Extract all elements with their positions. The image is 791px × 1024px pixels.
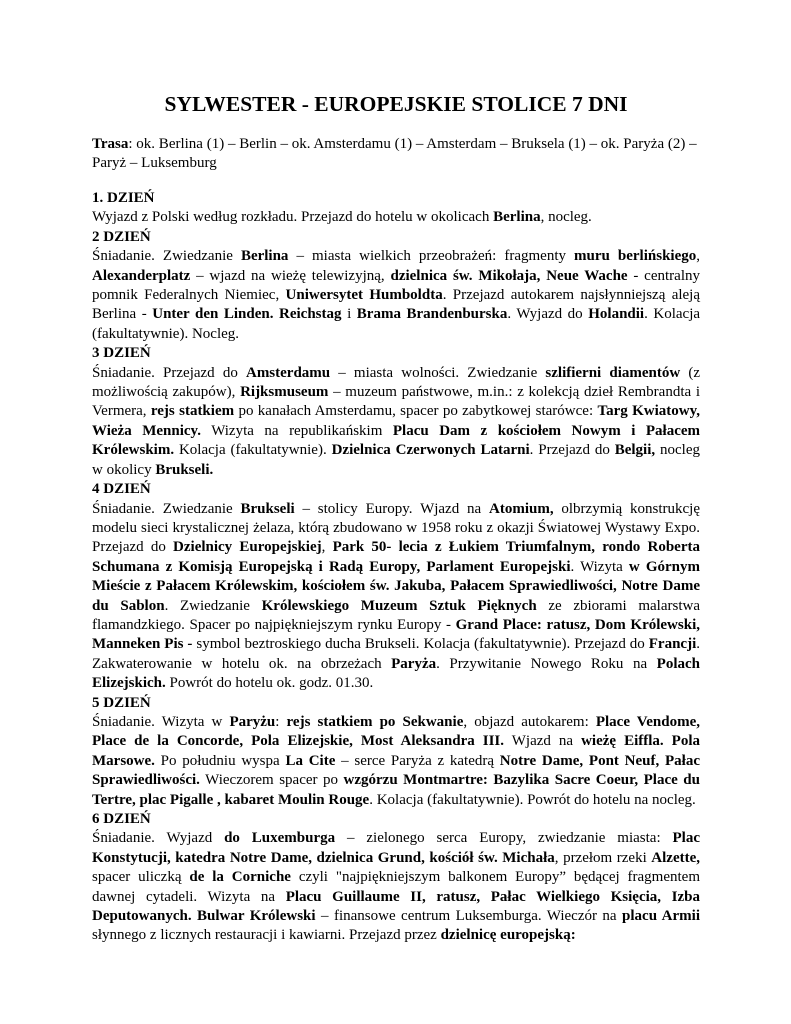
bold-text-run: Atomium,: [489, 500, 554, 517]
text-run: , nocleg.: [540, 209, 592, 226]
text-run: Wjazd na: [504, 733, 582, 750]
text-run: – miasta wielkich przeobrażeń: fragmenty: [288, 248, 575, 265]
bold-text-run: Placu Guillaume II, ratusz, Pałac Wielkiego Księcia, Izba Deputowanych. Bulwar Królewski: [92, 888, 700, 925]
day-description: [92, 208, 700, 227]
day-heading: 4 DZIEŃ: [92, 481, 151, 498]
bold-text-run: Dzielnicy Europejskiej: [173, 539, 322, 556]
route-paragraph: [92, 135, 700, 173]
day-heading: 1. DZIEŃ: [92, 190, 155, 206]
day-description: [92, 247, 700, 344]
text-run: Wizyta na republikańskim: [200, 422, 393, 439]
text-run: i: [341, 306, 357, 323]
text-run: Śniadanie. Przejazd do: [92, 364, 246, 381]
bold-text-run: La Cite: [285, 752, 336, 769]
text-run: – serce Paryża z katedrą: [335, 752, 500, 769]
text-run: Śniadanie. Zwiedzanie: [92, 248, 241, 265]
itinerary-days: [92, 189, 700, 946]
bold-text-run: Alzette,: [651, 849, 701, 866]
bold-text-run: Uniwersytet Humboldta: [285, 287, 443, 304]
bold-text-run: wieżę Eiffla. Pola Marsowe.: [92, 733, 700, 769]
text-run: . Wyjazd do: [507, 306, 589, 323]
text-run: – stolicy Europy. Wjazd na: [294, 500, 489, 517]
text-run: . Zakwaterowanie w hotelu ok. na obrzeżach: [92, 636, 700, 672]
text-run: Śniadanie. Wizyta w: [92, 713, 230, 730]
bold-text-run: placu Armii: [622, 908, 700, 925]
text-run: , przełom rzeki: [554, 849, 652, 866]
bold-text-run: w Górnym Mieście z Pałacem Królewskim, kościołem św. Jakuba, Pałacem Sprawiedliwości, Notre Dame du Sablon: [92, 558, 701, 614]
bold-text-run: muru berlińskiego: [574, 248, 697, 265]
bold-text-run: dzielnica św. Mikołaja, Neue Wache: [390, 267, 628, 284]
bold-text-run: Plac Konstytucji, katedra Notre Dame, dzielnica Grund, kościół św. Michała: [92, 830, 700, 866]
text-run: :: [275, 713, 287, 730]
route-text: : ok. Berlina (1) – Berlin – ok. Amsterdamu (1) – Amsterdam – Bruksela (1) – ok. Paryża (2) – Paryż – Luksemburg: [92, 136, 697, 171]
day-description: [92, 829, 700, 945]
day-description: [92, 364, 700, 480]
bold-text-run: Holandii: [588, 306, 645, 323]
text-run: – miasta wolności. Zwiedzanie: [330, 364, 546, 381]
bold-text-run: Alexanderplatz: [92, 267, 191, 284]
day-heading: 5 DZIEŃ: [92, 694, 151, 711]
text-run: ,: [696, 248, 700, 265]
text-run: Powrót do hotelu ok. godz. 01.30.: [165, 675, 374, 692]
bold-text-run: Paryża: [391, 655, 437, 672]
text-run: . Kolacja (fakultatywnie). Powrót do hotelu na nocleg.: [369, 791, 696, 808]
day-heading: 6 DZIEŃ: [92, 811, 151, 827]
bold-text-run: Brama Brandenburska: [356, 306, 508, 323]
bold-text-run: Królewskiego Muzeum Sztuk Pięknych: [261, 597, 537, 614]
day-heading: 2 DZIEŃ: [92, 228, 151, 245]
day-description: [92, 500, 700, 694]
bold-text-run: Brukseli.: [155, 461, 214, 478]
text-run: słynnego z licznych restauracji i kawiarni. Przejazd przez: [92, 927, 441, 944]
day-description: [92, 713, 700, 810]
text-run: . Zwiedzanie: [164, 597, 262, 614]
bold-text-run: Unter den Linden. Reichstag: [152, 306, 342, 323]
bold-text-run: Brukseli: [240, 500, 295, 517]
document-title: SYLWESTER - EUROPEJSKIE STOLICE 7 DNI: [164, 92, 628, 116]
text-run: (z możliwością zakupów),: [92, 364, 701, 401]
text-run: – muzeum państwowe, m.in.: z kolekcją dzieł Rembrandta i Vermera,: [92, 384, 700, 420]
bold-text-run: dzielnicę europejską:: [440, 927, 576, 944]
text-run: ze zbiorami malarstwa flamandzkiego. Spacer po najpiękniejszym rynku Europy -: [92, 597, 700, 633]
text-run: olbrzymią konstrukcję modelu sieci krystalicznej żelaza, którą zbudowano w 1958 roku z okazji Światowej Wystawy Expo. Przejazd do: [92, 500, 700, 556]
bold-text-run: Dzielnica Czerwonych Latarni: [331, 442, 530, 459]
bold-text-run: Notre Dame, Pont Neuf, Pałac Sprawiedliwości.: [92, 752, 700, 789]
bold-text-run: rejs statkiem po Sekwanie: [286, 713, 464, 730]
day-heading: 3 DZIEŃ: [92, 345, 151, 362]
text-run: Śniadanie. Wyjazd: [92, 830, 225, 847]
bold-text-run: Belgii,: [614, 442, 656, 459]
bold-text-run: Berlina: [493, 209, 541, 226]
text-run: . Przejazd autokarem najsłynniejszą aleją Berlina -: [92, 287, 701, 323]
text-run: – wjazd na wieżę telewizyjną,: [190, 267, 391, 284]
bold-text-run: Place Vendome, Place de la Concorde, Pola Elizejskie, Most Aleksandra III.: [92, 713, 700, 750]
text-run: Śniadanie. Zwiedzanie: [92, 500, 241, 517]
text-run: Po południu wyspa: [154, 752, 286, 769]
text-run: czyli "najpiękniejszym balkonem Europy” będącej fragmentem dawnej cytadeli. Wizyta na: [92, 869, 701, 905]
text-run: – finansowe centrum Luksemburga. Wieczór na: [315, 908, 623, 925]
text-run: Wyjazd z Polski według rozkładu. Przejazd do hotelu w okolicach: [92, 209, 494, 226]
text-run: – zielonego serca Europy, zwiedzanie miasta:: [335, 830, 673, 847]
bold-text-run: Paryżu: [229, 713, 276, 730]
text-run: . Wizyta: [570, 558, 629, 575]
text-run: . Kolacja (fakultatywnie). Nocleg.: [92, 306, 701, 342]
text-run: . Przywitanie Nowego Roku na: [436, 655, 657, 672]
bold-text-run: rejs statkiem: [150, 403, 235, 420]
text-run: nocleg w okolicy: [92, 442, 701, 478]
text-run: symbol beztroskiego ducha Brukseli. Kolacja (fakultatywnie). Przejazd do: [192, 636, 649, 653]
bold-text-run: de la Corniche: [189, 869, 291, 886]
bold-text-run: Polach Elizejskich.: [92, 655, 700, 692]
bold-text-run: do Luxemburga: [224, 830, 336, 847]
bold-text-run: Targ Kwiatowy, Wieża Mennicy.: [92, 403, 700, 439]
text-run: . Przejazd do: [529, 442, 615, 459]
bold-text-run: Francji: [648, 636, 697, 653]
text-run: Kolacja (fakultatywnie).: [174, 442, 332, 459]
text-run: - centralny pomnik Federalnych Niemiec,: [92, 267, 700, 304]
bold-text-run: wzgórzu Montmartre: Bazylika Sacre Coeur, Place du Tertre, plac Pigalle , kabaret Moulin Rouge: [92, 772, 700, 808]
bold-text-run: szlifierni diamentów: [545, 364, 681, 381]
bold-text-run: Grand Place: ratusz, Dom Królewski, Manneken Pis -: [92, 616, 700, 653]
bold-text-run: Berlina: [240, 248, 289, 265]
text-run: po kanałach Amsterdamu, spacer po zabytkowej starówce:: [234, 403, 598, 420]
bold-text-run: Placu Dam z kościołem Nowym i Pałacem Królewskim.: [92, 422, 700, 459]
bold-text-run: Rijksmuseum: [240, 384, 329, 401]
bold-text-run: Park 50- lecia z Łukiem Triumfalnym, rondo Roberta Schumana z Komisją Europejską i Radą Europy, Parlament Europejski: [92, 539, 700, 575]
text-run: spacer uliczką: [92, 869, 190, 886]
text-run: , objazd autokarem:: [463, 713, 596, 730]
text-run: ,: [321, 539, 333, 556]
text-run: Wieczorem spacer po: [199, 772, 344, 789]
bold-text-run: Amsterdamu: [245, 364, 331, 381]
route-label: Trasa: [92, 136, 129, 152]
